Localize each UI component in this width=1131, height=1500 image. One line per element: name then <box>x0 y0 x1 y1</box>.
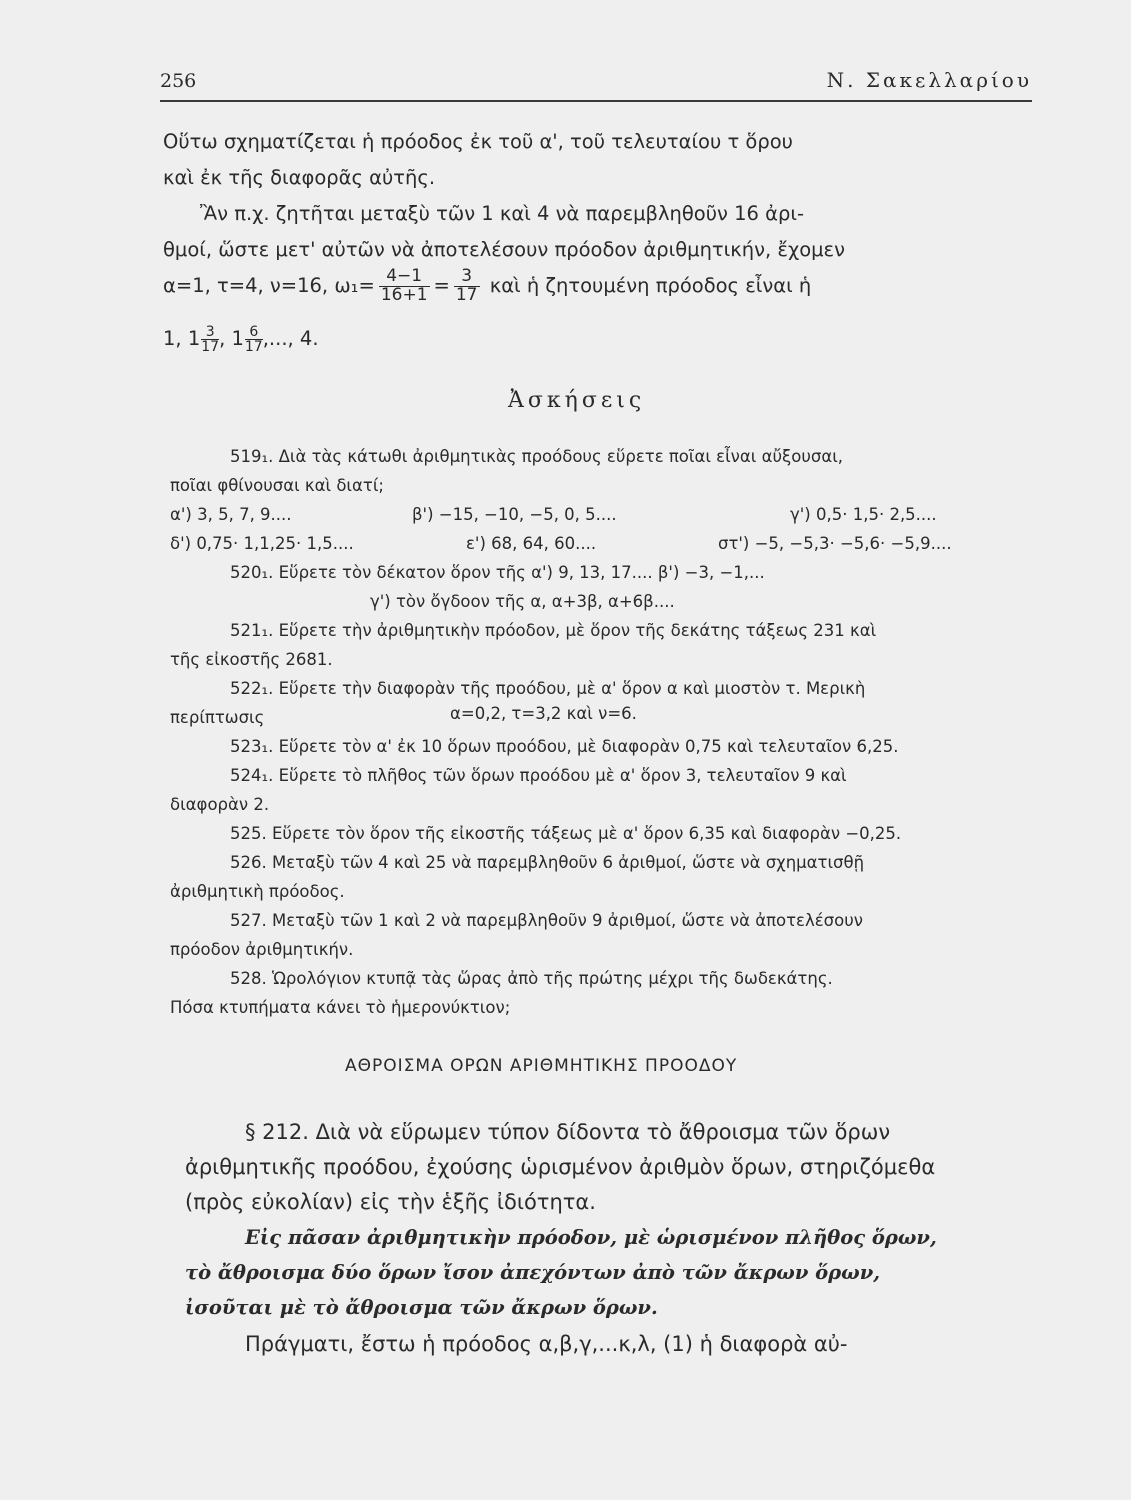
mixed-1-numerator: 3 <box>201 325 219 340</box>
section-paragraph-line-3: (πρὸς εὐκολίαν) εἰς τὴν ἑξῆς ἰδιότητα. <box>185 1190 596 1214</box>
section-paragraph-line-2: ἀριθμητικῆς προόδου, ἐχούσης ὡρισμένον ἀριθμὸν ὅρων, στηριζόμεθα <box>185 1155 936 1179</box>
exercise-523: 523₁. Εὕρετε τὸν α' ἐκ 10 ὅρων προόδου, μὲ διαφορὰν 0,75 καὶ τελευταῖον 6,25. <box>230 737 899 756</box>
exercise-519-d: δ') 0,75· 1,1,25· 1,5.... <box>170 534 354 553</box>
exercise-519-b: β') −15, −10, −5, 0, 5.... <box>412 505 617 524</box>
mixed-number-2 <box>231 325 262 354</box>
exercise-519-line-2: ποῖαι φθίνουσαι καὶ διατί; <box>170 476 384 495</box>
exercise-522-line-2: περίπτωσις <box>170 708 265 727</box>
fraction-2-denominator: 17 <box>455 284 478 305</box>
exercise-519-c: γ') 0,5· 1,5· 2,5.... <box>790 505 937 524</box>
equation-equals: = <box>433 273 450 297</box>
fraction-1-numerator: 4−1 <box>379 268 430 287</box>
exercise-525: 525. Εὕρετε τὸν ὅρον τῆς εἰκοστῆς τάξεως μὲ α' ὅρον 6,35 καὶ διαφορὰν −0,25. <box>230 824 902 843</box>
fraction-2-numerator: 3 <box>454 268 480 287</box>
exercise-528-line-1: 528. Ὡρολόγιον κτυπᾷ τὰς ὥρας ἀπὸ τῆς πρώτης μέχρι τῆς δωδεκάτης. <box>230 969 833 988</box>
section-paragraph-line-4: Πράγματι, ἔστω ἡ πρόοδος α,β,γ,...κ,λ, (1) ἡ διαφορὰ αὐ- <box>245 1332 848 1356</box>
section-paragraph-line-1: § 212. Διὰ νὰ εὕρωμεν τύπον δίδοντα τὸ ἄθροισμα τῶν ὅρων <box>245 1120 891 1144</box>
equation-end: καὶ ἡ ζητουμένη πρόοδος εἶναι ἡ <box>489 273 812 297</box>
mixed-2-denominator: 17 <box>244 339 263 355</box>
fraction-2 <box>454 268 480 305</box>
intro-line-3: Ἂν π.χ. ζητῆται μεταξὺ τῶν 1 καὶ 4 νὰ παρεμβληθοῦν 16 ἀρι- <box>200 202 804 225</box>
exercise-528-line-2: Πόσα κτυπήματα κάνει τὸ ἡμερονύκτιον; <box>170 998 511 1017</box>
intro-line-4: θμοί, ὥστε μετ' αὐτῶν νὰ ἀποτελέσουν πρόοδον ἀριθμητικήν, ἔχομεν <box>163 238 845 261</box>
exercise-524-line-2: διαφορὰν 2. <box>170 795 270 814</box>
exercise-524-line-1: 524₁. Εὕρετε τὸ πλῆθος τῶν ὅρων προόδου μὲ α' ὅρον 3, τελευταῖον 9 καὶ <box>230 766 847 785</box>
intro-sequence: 1, 1 $\frac{3}{17}$ , 1 $\frac{6}{17}$ ,..., 4. <box>163 324 319 355</box>
exercise-519-f: στ') −5, −5,3· −5,6· −5,9.... <box>718 534 952 553</box>
fraction-1 <box>379 268 430 305</box>
exercise-520-line-2: γ') τὸν ὄγδοον τῆς α, α+3β, α+6β.... <box>370 592 675 611</box>
theorem-line-2: τὸ ἄθροισμα δύο ὅρων ἴσον ἀπεχόντων ἀπὸ τῶν ἄκρων ὅρων, <box>185 1261 881 1284</box>
exercise-526-line-1: 526. Μεταξὺ τῶν 4 καὶ 25 νὰ παρεμβληθοῦν 6 ἀριθμοί, ὥστε νὰ σχηματισθῇ <box>230 853 865 872</box>
intro-line-2: καὶ ἐκ τῆς διαφορᾶς αὐτῆς. <box>163 166 436 189</box>
running-head-author: Ν. Σακελλαρίου <box>826 68 1032 92</box>
exercise-519-a: α') 3, 5, 7, 9.... <box>170 505 292 524</box>
fraction-1-denominator: 16+1 <box>380 284 428 305</box>
section-heading: ΑΘΡΟΙΣΜΑ ΟΡΩΝ ΑΡΙΘΜΗΤΙΚΗΣ ΠΡΟΟΔΟΥ <box>345 1056 738 1076</box>
equation-start: α=1, τ=4, ν=16, ω₁= <box>163 273 375 297</box>
intro-line-1: Οὕτω σχηματίζεται ἡ πρόοδος ἐκ τοῦ α', τοῦ τελευταίου τ ὅρου <box>163 130 793 153</box>
exercise-519-e: ε') 68, 64, 60.... <box>466 534 597 553</box>
theorem-line-3: ἰσοῦται μὲ τὸ ἄθροισμα τῶν ἄκρων ὅρων. <box>185 1296 658 1319</box>
exercise-522-line-1: 522₁. Εὕρετε τὴν διαφορὰν τῆς προόδου, μὲ α' ὅρον α καὶ μιοστὸν τ. Μερικὴ <box>230 679 866 698</box>
mixed-number-1 <box>188 325 219 354</box>
page-header <box>160 66 1032 102</box>
exercise-520-line-1: 520₁. Εὕρετε τὸν δέκατον ὅρον τῆς α') 9, 13, 17.... β') −3, −1,... <box>230 563 765 582</box>
exercise-527-line-1: 527. Μεταξὺ τῶν 1 καὶ 2 νὰ παρεμβληθοῦν 9 ἀριθμοί, ὥστε νὰ ἀποτελέσουν <box>230 911 863 930</box>
exercises-title: Ἀσκήσεις <box>508 388 646 413</box>
exercise-527-line-2: πρόοδον ἀριθμητικήν. <box>170 940 354 959</box>
sequence-first: 1, <box>163 327 182 350</box>
exercise-521-line-2: τῆς εἰκοστῆς 2681. <box>170 650 333 669</box>
mixed-1-denominator: 17 <box>201 339 220 355</box>
mixed-2-numerator: 6 <box>245 325 263 340</box>
exercise-519-line-1: 519₁. Διὰ τὰς κάτωθι ἀριθμητικὰς προόδους εὕρετε ποῖαι εἶναι αὔξουσαι, <box>230 447 844 466</box>
sequence-end: ,..., 4. <box>262 327 319 350</box>
exercise-526-line-2: ἀριθμητικὴ πρόοδος. <box>170 882 345 901</box>
intro-equation <box>163 268 811 305</box>
theorem-line-1: Εἰς πᾶσαν ἀριθμητικὴν πρόοδον, μὲ ὡρισμένον πλῆθος ὅρων, <box>245 1226 937 1249</box>
exercise-521-line-1: 521₁. Εὕρετε τὴν ἀριθμητικὴν πρόοδον, μὲ ὅρον τῆς δεκάτης τάξεως 231 καὶ <box>230 621 877 640</box>
mixed-2-whole: 1 <box>231 327 244 350</box>
page-number: 256 <box>160 70 197 92</box>
mixed-1-whole: 1 <box>187 327 201 350</box>
exercise-522-values: α=0,2, τ=3,2 καὶ ν=6. <box>450 704 637 723</box>
